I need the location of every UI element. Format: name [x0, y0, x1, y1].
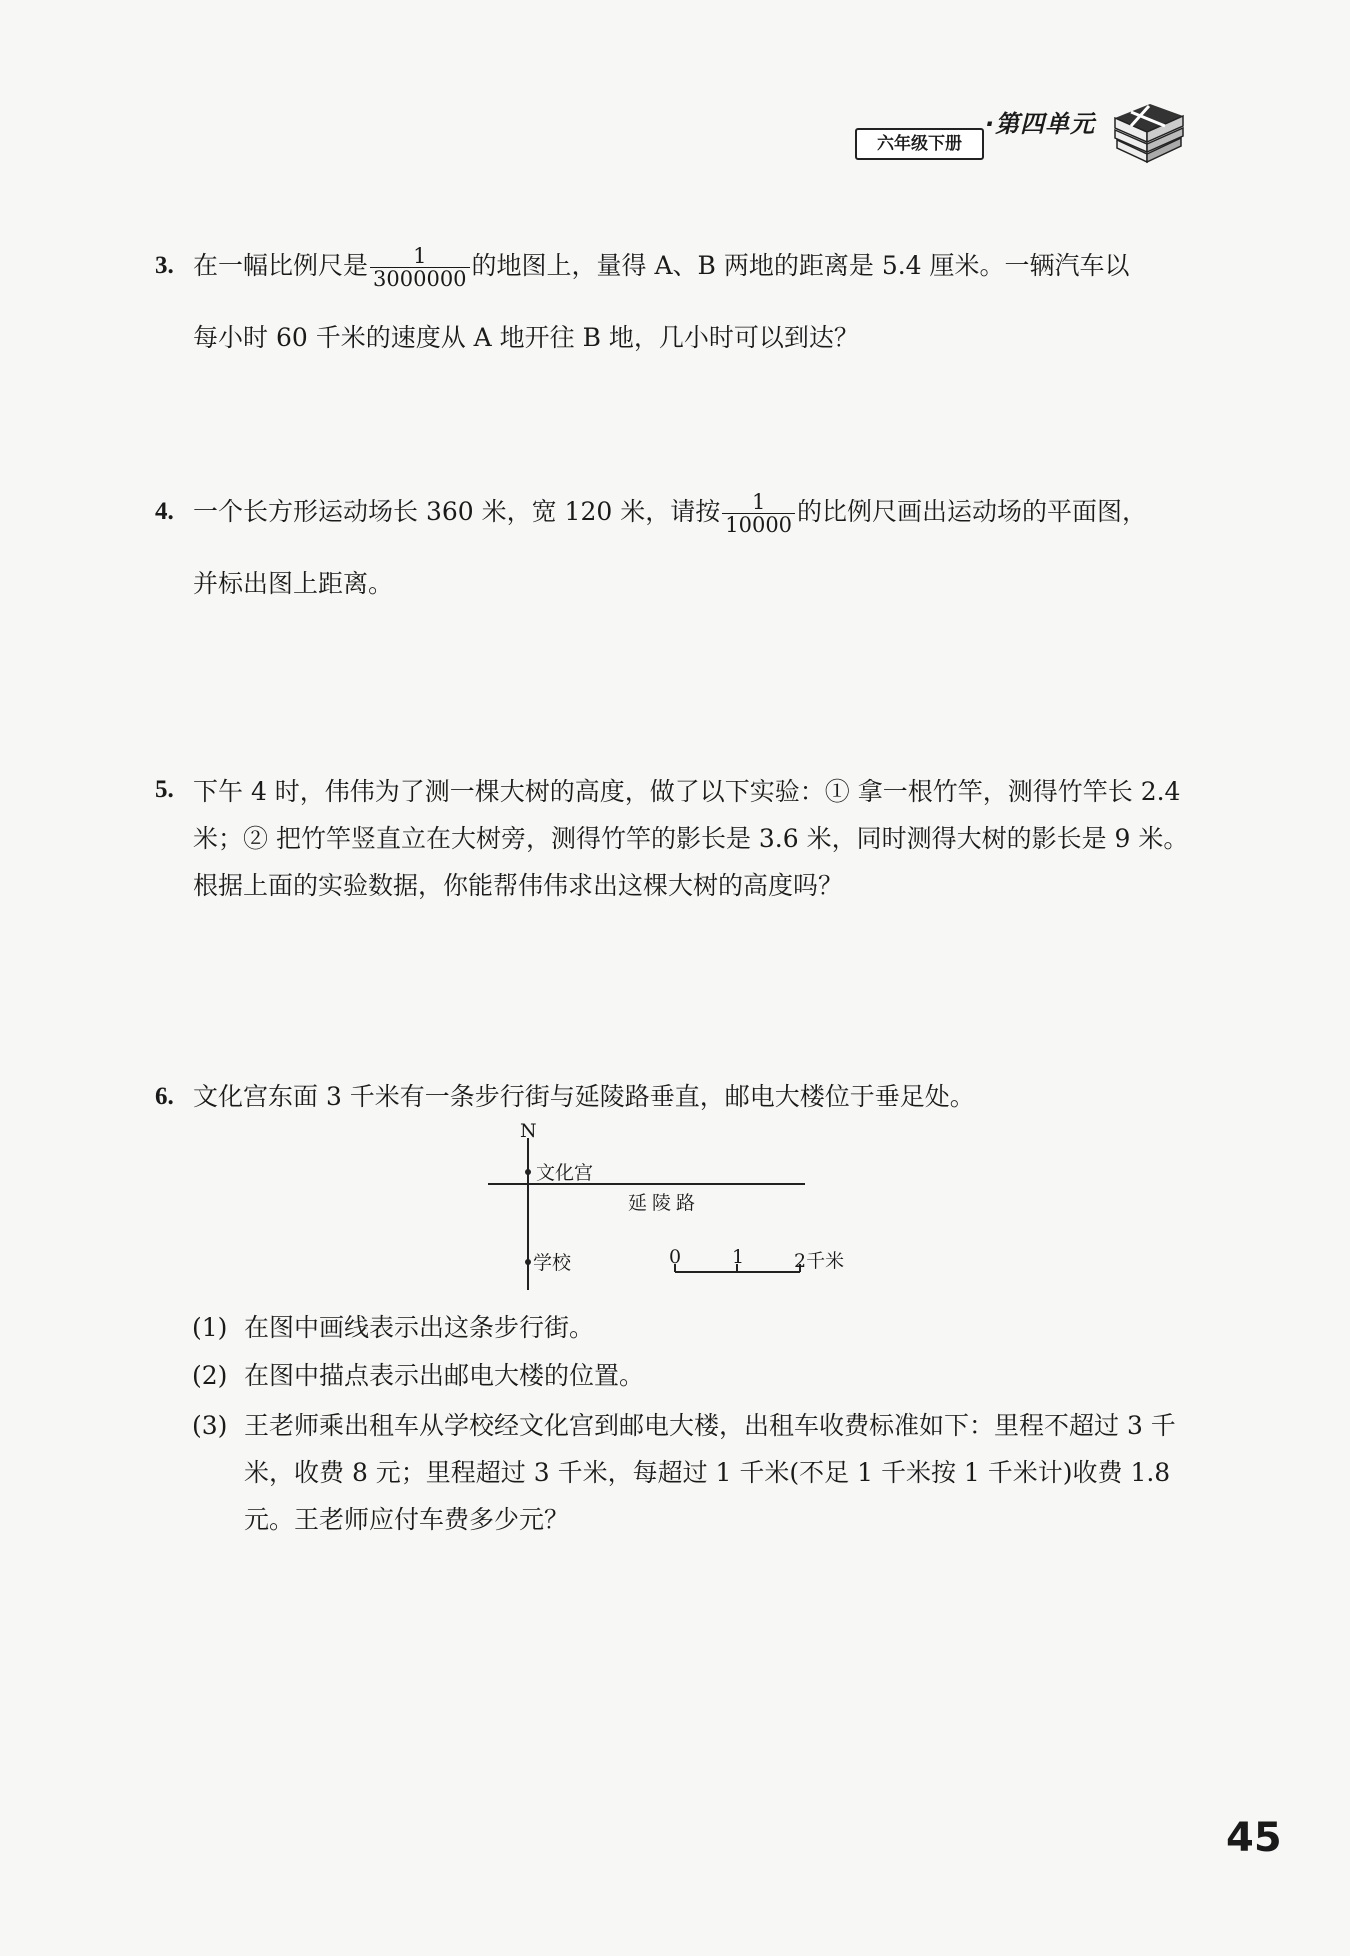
school-label: 学校 — [533, 1252, 572, 1274]
question-number: 6. — [155, 1083, 174, 1110]
question-text: 在一幅比例尺是 — [193, 251, 369, 280]
subquestion-1 — [192, 1306, 1197, 1350]
fraction-denominator: 10000 — [722, 513, 795, 536]
book-stack-icon — [1105, 96, 1185, 166]
page-number: 45 — [1226, 1815, 1282, 1861]
fraction-denominator: 3000000 — [370, 267, 470, 290]
subquestion-text: 王老师乘出租车从学校经文化宫到邮电大楼，出租车收费标准如下：里程不超过 3 千米，收费 8 元；里程超过 3 千米，每超过 1 千米(不足 1 千米按 1 千米计)收费 1.8 元。王老师应付车费多少元？ — [244, 1411, 1176, 1534]
north-label: N — [520, 1120, 537, 1142]
fraction-numerator: 1 — [751, 490, 766, 514]
question-text: 的地图上，量得 A、B 两地的距离是 5.4 厘米。一辆汽车以 — [471, 251, 1130, 280]
culture-palace-label: 文化宫 — [536, 1162, 594, 1184]
question-text: 每小时 60 千米的速度从 A 地开往 B 地，几小时可以到达？ — [193, 323, 859, 352]
unit-title: ·第四单元 — [985, 110, 1096, 138]
subquestion-text: 在图中画线表示出这条步行街。 — [244, 1313, 595, 1342]
scale-fraction — [722, 491, 795, 536]
map-diagram — [470, 1120, 870, 1300]
scale-fraction — [370, 245, 470, 290]
question-text: 的比例尺画出运动场的平面图， — [797, 497, 1148, 526]
question-text: 下午 4 时，伟伟为了测一棵大树的高度，做了以下实验：① 拿一根竹竿，测得竹竿长 2.4 米；② 把竹竿竖直立在大树旁，测得竹竿的影长是 3.6 米，同时测得大树的影长是 9 米。根据上面的实验数据，你能帮伟伟求出这棵大树的高度吗？ — [193, 777, 1189, 900]
subquestion-index: (1) — [192, 1313, 228, 1342]
subquestion-2 — [192, 1354, 1197, 1398]
question-6 — [155, 1075, 1195, 1118]
grade-label: 六年级下册 — [855, 128, 984, 160]
question-number: 3. — [155, 252, 174, 279]
subquestion-3 — [192, 1402, 1197, 1543]
subquestion-index: (3) — [192, 1411, 228, 1440]
scale-label-2: 2千米 — [794, 1250, 845, 1272]
question-3 — [155, 244, 1195, 359]
subquestion-text: 在图中描点表示出邮电大楼的位置。 — [244, 1361, 645, 1390]
question-4 — [155, 490, 1195, 605]
subquestion-index: (2) — [192, 1361, 228, 1390]
question-number: 5. — [155, 776, 174, 803]
question-text: 文化宫东面 3 千米有一条步行街与延陵路垂直，邮电大楼位于垂足处。 — [193, 1082, 975, 1111]
scale-label-0: 0 — [669, 1246, 682, 1268]
question-text: 一个长方形运动场长 360 米，宽 120 米，请按 — [193, 497, 721, 526]
scale-label-1: 1 — [732, 1246, 745, 1268]
road-label: 延陵路 — [628, 1192, 701, 1214]
unit-header — [855, 96, 1185, 166]
question-5 — [155, 768, 1195, 909]
fraction-numerator: 1 — [413, 244, 427, 268]
question-text: 并标出图上距离。 — [193, 569, 394, 598]
question-number: 4. — [155, 498, 174, 525]
